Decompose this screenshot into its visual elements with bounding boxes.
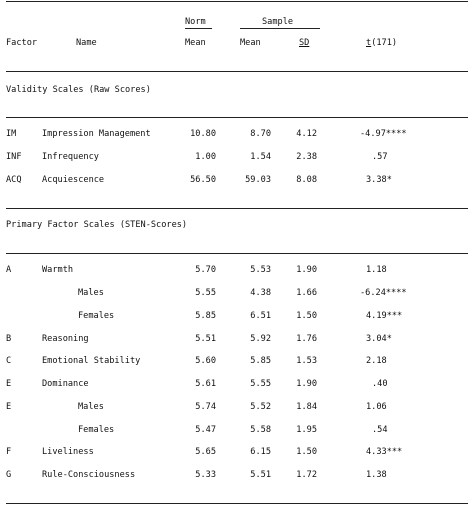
- header-t-df: (171): [371, 38, 398, 48]
- row-norm-mean: 10.80: [190, 129, 216, 139]
- row-sample-mean: 1.54: [250, 152, 271, 162]
- row-sample-mean: 5.51: [250, 470, 271, 480]
- row-sample-mean: 5.53: [250, 265, 271, 275]
- row-norm-mean: 5.60: [195, 356, 216, 366]
- header-group-norm: Norm: [185, 17, 206, 27]
- row-name: Rule-Consciousness: [42, 470, 136, 480]
- row-name: Males: [78, 288, 104, 298]
- row-sd: 1.90: [296, 265, 317, 275]
- primary-top-rule: [6, 208, 468, 209]
- row-factor: G: [6, 470, 12, 480]
- row-sd: 1.84: [296, 402, 317, 412]
- header-group-sample: Sample: [262, 17, 294, 27]
- row-t: 2.18: [366, 356, 387, 366]
- row-sample-mean: 5.52: [250, 402, 271, 412]
- row-t: 4.19***: [366, 311, 403, 321]
- row-sample-mean: 6.51: [250, 311, 271, 321]
- row-norm-mean: 5.33: [195, 470, 216, 480]
- row-sample-mean: 5.92: [250, 334, 271, 344]
- row-norm-mean: 5.65: [195, 447, 216, 457]
- row-sd: 4.12: [296, 129, 317, 139]
- row-factor: B: [6, 334, 12, 344]
- table-top-rule: [6, 1, 468, 2]
- header-factor: Factor: [6, 38, 38, 48]
- row-norm-mean: 5.70: [195, 265, 216, 275]
- row-name: Liveliness: [42, 447, 94, 457]
- row-sd: 2.38: [296, 152, 317, 162]
- row-name: Reasoning: [42, 334, 89, 344]
- header-sd: SD: [299, 38, 310, 48]
- row-factor: A: [6, 265, 12, 275]
- row-sd: 1.76: [296, 334, 317, 344]
- row-norm-mean: 5.74: [195, 402, 216, 412]
- row-t: .54: [372, 425, 388, 435]
- row-sd: 1.72: [296, 470, 317, 480]
- row-t: 1.38: [366, 470, 387, 480]
- row-factor: F: [6, 447, 12, 457]
- row-name: Warmth: [42, 265, 74, 275]
- header-norm-mean: Mean: [185, 38, 206, 48]
- row-t: 3.38*: [366, 175, 392, 185]
- row-name: Emotional Stability: [42, 356, 141, 366]
- section-title-primary: Primary Factor Scales (STEN-Scores): [6, 220, 188, 230]
- row-t: 4.33***: [366, 447, 403, 457]
- row-factor: INF: [6, 152, 22, 162]
- row-sample-mean: 4.38: [250, 288, 271, 298]
- row-sample-mean: 8.70: [250, 129, 271, 139]
- row-t: .40: [372, 379, 388, 389]
- sample-underline: [240, 28, 320, 29]
- row-norm-mean: 5.61: [195, 379, 216, 389]
- row-norm-mean: 5.55: [195, 288, 216, 298]
- row-sample-mean: 5.58: [250, 425, 271, 435]
- row-norm-mean: 1.00: [195, 152, 216, 162]
- row-name: Females: [78, 425, 115, 435]
- row-factor: IM: [6, 129, 17, 139]
- header-sample-mean: Mean: [240, 38, 261, 48]
- row-factor: E: [6, 402, 12, 412]
- norm-underline: [185, 28, 212, 29]
- row-t: .57: [372, 152, 388, 162]
- row-name: Females: [78, 311, 115, 321]
- validity-rule: [6, 117, 468, 118]
- row-t: -6.24****: [360, 288, 407, 298]
- section-title-validity: Validity Scales (Raw Scores): [6, 85, 151, 95]
- row-factor: ACQ: [6, 175, 22, 185]
- row-t: -4.97****: [360, 129, 407, 139]
- row-name: Infrequency: [42, 152, 99, 162]
- row-norm-mean: 5.85: [195, 311, 216, 321]
- row-t: 1.06: [366, 402, 387, 412]
- header-name: Name: [76, 38, 97, 48]
- row-sample-mean: 5.55: [250, 379, 271, 389]
- header-rule: [6, 71, 468, 72]
- header-t-letter: t: [366, 38, 372, 48]
- primary-title-rule: [6, 253, 468, 254]
- row-name: Acquiescence: [42, 175, 105, 185]
- row-factor: C: [6, 356, 12, 366]
- row-t: 1.18: [366, 265, 387, 275]
- row-norm-mean: 5.51: [195, 334, 216, 344]
- row-name: Males: [78, 402, 104, 412]
- row-name: Dominance: [42, 379, 89, 389]
- row-sd: 8.08: [296, 175, 317, 185]
- row-sd: 1.53: [296, 356, 317, 366]
- header-t: [366, 38, 397, 49]
- row-norm-mean: 56.50: [190, 175, 216, 185]
- row-sd: 1.66: [296, 288, 317, 298]
- row-factor: E: [6, 379, 12, 389]
- row-sample-mean: 5.85: [250, 356, 271, 366]
- row-sample-mean: 6.15: [250, 447, 271, 457]
- row-name: Impression Management: [42, 129, 151, 139]
- row-sd: 1.90: [296, 379, 317, 389]
- table-bottom-rule: [6, 503, 468, 504]
- row-sd: 1.50: [296, 311, 317, 321]
- row-sample-mean: 59.03: [245, 175, 271, 185]
- row-sd: 1.95: [296, 425, 317, 435]
- row-t: 3.04*: [366, 334, 392, 344]
- row-sd: 1.50: [296, 447, 317, 457]
- row-norm-mean: 5.47: [195, 425, 216, 435]
